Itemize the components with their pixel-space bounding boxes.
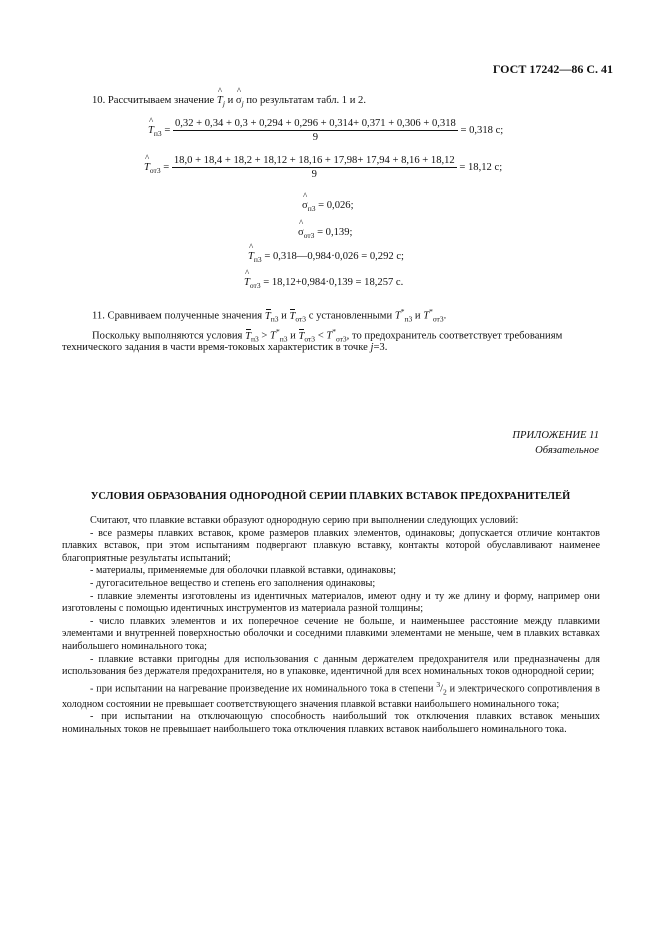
appendix-number: ПРИЛОЖЕНИЕ 11 <box>512 430 599 441</box>
appendix-type: Обязательное <box>535 445 599 456</box>
equation-t-star-ot3: ^ $T_{от3} = 18,12+0,984\cdot 0,139 = 18,257$ с. <box>244 277 403 290</box>
equation-t-p3: ^ $T_{п3}$ = 0,32 + 0,34 + 0,3 + 0,294 + 0,296 + 0,314+ 0,371 + 0,306 + 0,318 9 = 0,318 с; <box>148 118 503 143</box>
t-hat-symbol: ^ T <box>217 94 223 107</box>
paragraph: - материалы, применяемые для оболочки плавкой вставки, одинаковы; <box>90 565 396 577</box>
item-10-prefix: 10. Рассчитываем значение <box>92 95 215 106</box>
sigma-hat-symbol: ^ σ <box>236 94 242 107</box>
equation-t-star-p3: ^ $T_{п3}$ = 0,318—0,984·0,026 = 0,292 с; <box>248 251 404 264</box>
eq1-numerator: 0,32 + 0,34 + 0,3 + 0,294 + 0,296 + 0,314+ 0,371 + 0,306 + 0,318 <box>174 118 456 129</box>
eq2-numerator: 18,0 + 18,4 + 18,2 + 18,12 + 18,16 + 17,98+ 17,94 + 8,16 + 18,12 <box>173 155 455 166</box>
page-header: ГОСТ 17242—86 С. 41 <box>492 62 613 76</box>
paragraph: - все размеры плавких вставок, кроме размеров плавких элементов, одинаковы; допускается отличие контактов плавких вставок, при этом испытаниям подвергают плавкую вставку, контакты которой обуславливают наименее благоприятные результаты испытаний; <box>62 527 600 564</box>
paragraph: - плавкие элементы изготовлены из идентичных материалов, имеют одну и ту же длину и форму, например они изготовлены с помощью идентичных инструментов из материала разной толщины; <box>62 590 600 615</box>
paragraph: - плавкие вставки пригодны для использования с данным держателем предохранителя или предназначены для использования без держателя предохранителя, но в упаковке, идентичной для всех номинальных токов однородной серии; <box>62 653 600 678</box>
equation-sigma-p3: ^ $\sigma_{п3} = 0,026$; <box>302 200 354 213</box>
conclusion-line-2: технического задания в части время-токовых характеристик в точке j=3. <box>62 342 388 353</box>
appendix-label <box>512 428 599 458</box>
eq2-result: = 18,12 с; <box>459 161 503 173</box>
item-10: 10. Рассчитываем значение ^ $T_j$ и ^ $\sigma_j$ по результатам табл. 1 и 2. <box>92 94 602 110</box>
paragraph: - число плавких элементов и их поперечное сечение не больше, и наименьшее расстояние между плавкими элементами и внутренней поверхностью оболочки и соседними плавкими элементами не меньше, чем в плавких вставках наибольшего номинального тока; <box>62 615 600 652</box>
conclusion-line-1: Поскольку выполняются условия $T_{п3} > T^*_{п3}$ и $T_{от3} < T^*_{от3}$, то предохранитель соответствует требованиям <box>92 327 563 344</box>
paragraph: - дугогасительное вещество и степень его заполнения одинаковы; <box>90 577 376 589</box>
equation-t-ot3: ^ $T_{от3}$ = 18,0 + 18,4 + 18,2 + 18,12 + 18,16 + 17,98+ 17,94 + 8,16 + 18,12 9 = 18,12 с; <box>144 155 502 180</box>
equation-sigma-ot3: ^ $\sigma_{от3} = 0,139$; <box>298 227 352 240</box>
paragraph: - при испытании на отключающую способность наибольший ток отключения плавких вставок меньших номинальных токов не превышает наибольшего тока отключения плавких вставок наибольшего номинального тока. <box>62 711 600 735</box>
paragraph: Считают, что плавкие вставки образуют однородную серию при выполнении следующих условий: <box>90 515 519 526</box>
eq1-result: = 0,318 с; <box>460 124 504 136</box>
item-11: 11. Сравниваем полученные значения $T_{п3}$ и $T_{от3}$ с установленными $T^*_{п3}$ и $T^*_{от3}$. <box>92 307 447 324</box>
section-title: УСЛОВИЯ ОБРАЗОВАНИЯ ОДНОРОДНОЙ СЕРИИ ПЛАВКИХ ВСТАВОК ПРЕДОХРАНИТЕЛЕЙ <box>90 491 571 502</box>
conditions-body <box>62 515 600 737</box>
item-10-suffix: по результатам табл. 1 и 2. <box>246 95 366 106</box>
paragraph-power: - при испытании на нагревание произведение их номинального тока в степени $^3/_2$ и электрического сопротивления в холодном состоянии не превышает соответствующего значения плавкой вставки наибольшего номинального тока; <box>62 679 600 710</box>
